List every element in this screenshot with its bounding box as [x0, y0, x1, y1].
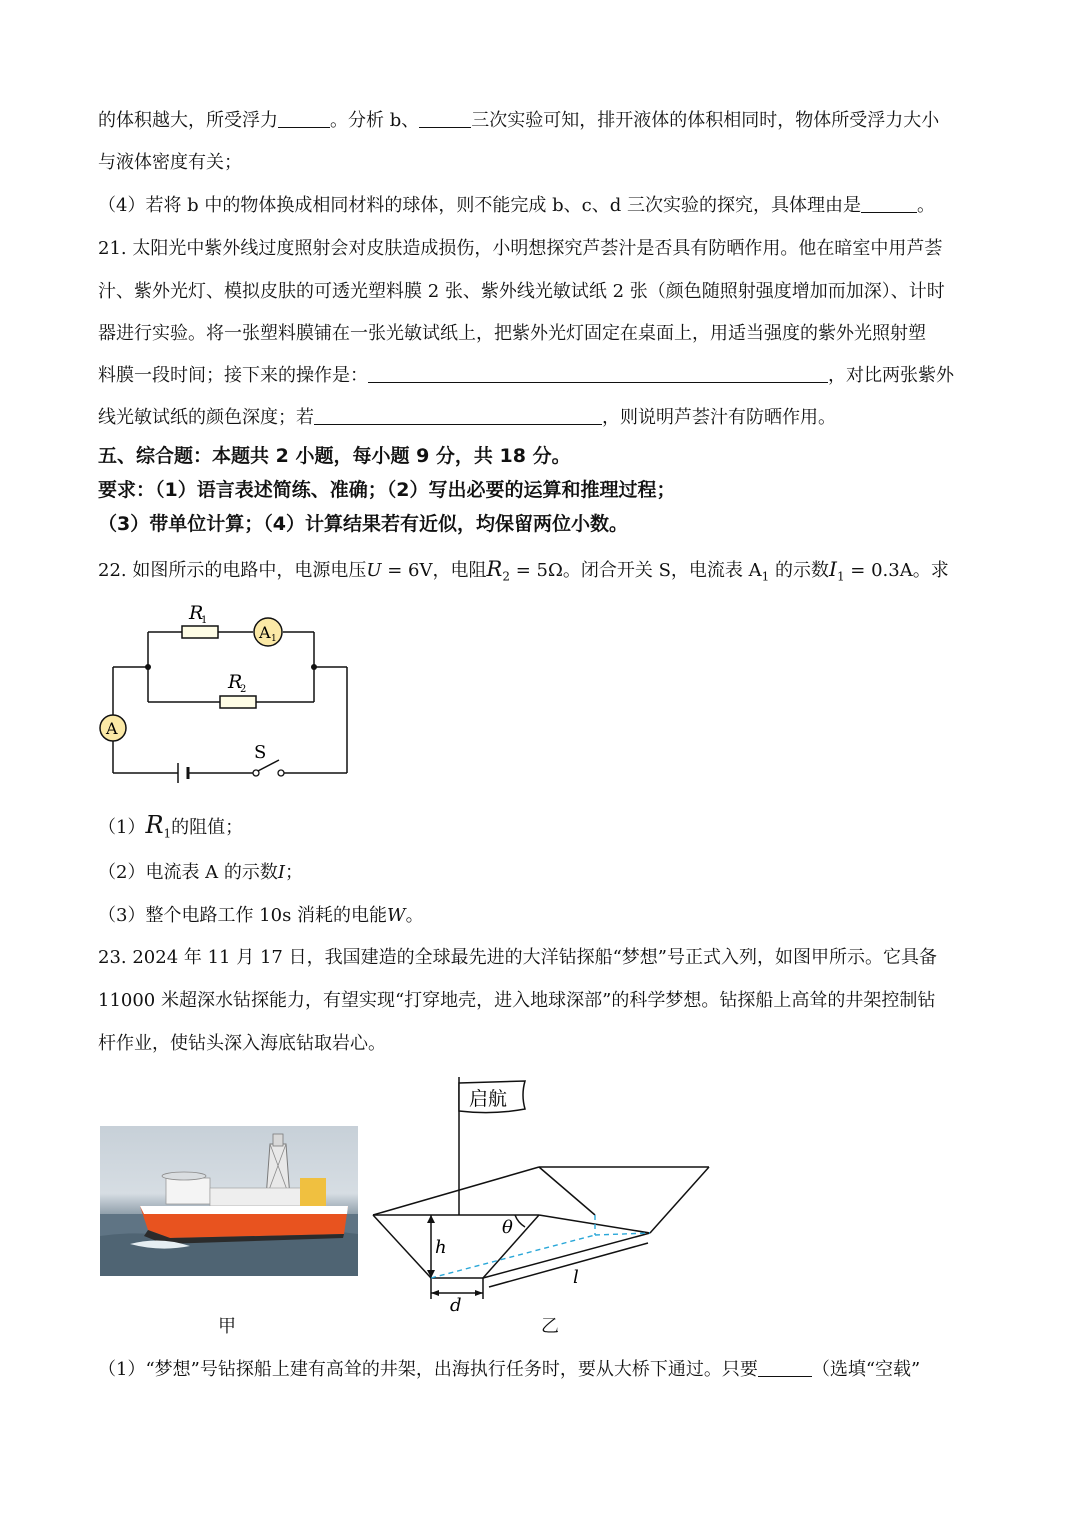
switch-contact — [253, 770, 259, 776]
svg-text:A: A — [259, 623, 271, 642]
q21-line-3: 器进行实验。将一张塑料膜铺在一张光敏试纸上，把紫外光灯固定在桌面上，用适当强度的紫外光照射塑 — [98, 323, 926, 344]
q22-sub-3: （3）整个电路工作 10s 消耗的电能W。 — [98, 905, 424, 926]
q22-sub-1: $(1)R_1$的阻值； — [98, 811, 244, 841]
answer-blank[interactable] — [314, 406, 602, 425]
svg-text:2: 2 — [240, 684, 247, 695]
q21-line-1: 21. 太阳光中紫外线过度照射会对皮肤造成损伤，小明想探究芦荟汁是否具有防晒作用。他在暗室中用芦荟 — [98, 238, 943, 259]
svg-text:h: h — [435, 1237, 447, 1258]
answer-blank[interactable] — [278, 109, 330, 128]
circuit-diagram — [90, 595, 360, 790]
figure-label-jia: 甲 — [218, 1316, 236, 1337]
q20-line-1: 的体积越大，所受浮力 。分析 b、 三次实验可知，排开液体的体积相同时，物体所受浮力大小 — [98, 110, 940, 131]
svg-text:R: R — [228, 671, 243, 693]
switch-contact — [278, 770, 284, 776]
svg-text:d: d — [450, 1295, 462, 1315]
answer-blank[interactable] — [419, 109, 471, 128]
q21-line-2: 汁、紫外光灯、模拟皮肤的可透光塑料膜 2 张、紫外线光敏试纸 2 张（颜色随照射强度增加而加深）、计时 — [98, 281, 945, 302]
resistor-r1 — [182, 626, 218, 638]
section-title: 五、综合题：本题共 2 小题，每小题 9 分，共 18 分。 — [98, 445, 571, 467]
svg-text:R: R — [189, 602, 204, 624]
svg-text:l: l — [573, 1267, 579, 1288]
q23-line-1: 23. 2024 年 11 月 17 日，我国建造的全球最先进的大洋钻探船“梦想”号正式入列，如图甲所示。它具备 — [98, 947, 937, 968]
q21-line-5: 线光敏试纸的颜色深度；若 ，则说明芦荟汁有防晒作用。 — [98, 407, 836, 428]
q21-line-4: 料膜一段时间；接下来的操作是： ，对比两张紫外 — [98, 365, 954, 386]
q23-line-2: 11000 米超深水钻探能力，有望实现“打穿地壳，进入地球深部”的科学梦想。钻探船上高耸的井架控制钻 — [98, 990, 936, 1011]
svg-text:θ: θ — [502, 1217, 513, 1238]
svg-text:S: S — [254, 742, 267, 763]
svg-text:A: A — [106, 719, 118, 738]
svg-text:1: 1 — [201, 615, 208, 626]
q22-sub-2: （2）电流表 A 的示数I； — [98, 862, 304, 883]
svg-text:启航: 启航 — [469, 1088, 508, 1110]
q23-sub-1: （1）“梦想”号钻探船上建有高耸的井架，出海执行任务时，要从大桥下通过。只要 （选填“空载” — [98, 1359, 921, 1380]
junction-dot — [311, 664, 317, 670]
svg-text:1: 1 — [271, 634, 277, 644]
junction-dot — [145, 664, 151, 670]
q22-stem: 22. 如图所示的电路中，电源电压U = 6V，电阻$R_2 = 5\Omega$。闭合开关 S，电流表 $A_1$ 的示数$I_1 = 0.3A$。求 — [98, 557, 949, 584]
answer-blank[interactable] — [758, 1358, 812, 1377]
q20-line-3: （4）若将 b 中的物体换成相同材料的球体，则不能完成 b、c、d 三次实验的探究，具体理由是 。 — [98, 195, 935, 216]
section-requirement-2: （3）带单位计算；（4）计算结果若有近似，均保留两位小数。 — [98, 513, 628, 535]
q23-line-3: 杆作业，使钻头深入海底钻取岩心。 — [98, 1033, 386, 1054]
ship-hull-diagram — [365, 1075, 715, 1315]
figure-label-yi: 乙 — [541, 1316, 559, 1337]
resistor-r2 — [220, 696, 256, 708]
q20-line-2: 与液体密度有关； — [98, 152, 242, 173]
answer-blank[interactable] — [368, 364, 828, 383]
answer-blank[interactable] — [861, 194, 917, 213]
ship-photo — [100, 1126, 358, 1276]
section-requirement-1: 要求：（1）语言表述简练、准确；（2）写出必要的运算和推理过程； — [98, 479, 676, 501]
